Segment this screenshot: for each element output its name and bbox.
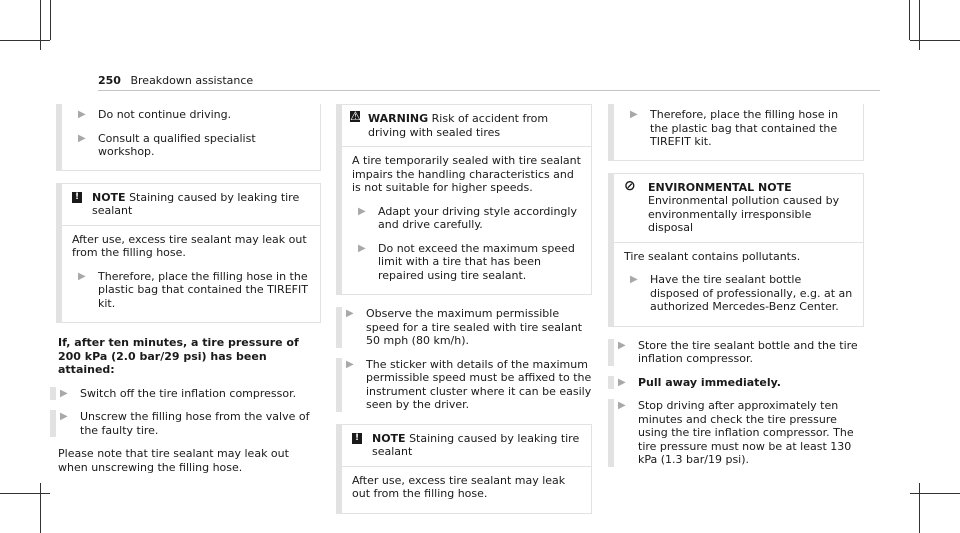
exclamation-icon: ! [352,433,362,444]
arrow-icon: ▶ [618,376,626,388]
list-item: ▶ Store the tire sealant bottle and the tire inflation compressor. [608,339,864,366]
note-header [342,425,591,467]
arrow-icon: ▶ [618,339,626,351]
arrow-icon: ▶ [618,400,626,411]
arrow-icon: ▶ [60,387,68,399]
list-item: ▶ Pull away immediately. [608,376,864,390]
note-label: NOTE [372,431,406,445]
list-item: ▶ Unscrew the filling hose from the valve of the faulty tire. [50,410,321,437]
note-title: Staining caused by leaking tire sealant [92,190,300,217]
crop-mark [919,0,920,50]
condition-heading: If, after ten minutes, a tire pressure of 200 kPa (2.0 bar/29 psi) has been attained: [58,336,299,376]
page-number: 250 [98,74,121,87]
note-title: Environmental pollution caused by environmentally irresponsible disposal [648,194,840,234]
list-item: ▶ Consult a qualified specialist workshop. [78,131,256,158]
note-body: Tire sealant contains pollutants. ▶ Have the tire sealant bottle disposed of professionally, e.g. at an authorized Mercedes-Benz Center. [624,249,853,313]
list-item: ▶ The sticker with details of the maximum permissible speed must be affixed to the instrument cluster where it can be easily seen by the driver. [336,358,592,412]
environmental-note-box [608,173,864,327]
note-label: NOTE [92,190,126,204]
warning-header [342,105,591,147]
list-item: ▶ Adapt your driving style accordingly and drive carefully. [358,204,577,231]
arrow-icon: ▶ [346,308,354,319]
arrow-icon: ▶ [78,270,86,282]
crop-mark [910,40,960,41]
exclamation-icon: ! [72,192,82,203]
crop-mark [40,483,41,533]
crop-mark [910,493,960,494]
list-item: ▶ Observe the maximum permissible speed for a tire sealed with tire sealant 50 mph (80 km/h). [336,307,592,348]
crop-mark [0,493,50,494]
section-title: Breakdown assistance [130,74,254,87]
crop-mark [909,0,910,40]
warning-body: A tire temporarily sealed with tire sealant impairs the handling characteristics and is not suitable for higher speeds. ▶ Adapt your driving style accordingly and drive carefully. ▶ Do not exceed the maximum speed limit with a tire that has been repaired using tire sealant. [352,154,581,282]
warning-triangle-icon: ⚠ [350,109,361,123]
header-rule [98,90,880,91]
crop-mark [40,0,41,50]
paragraph: Please note that tire sealant may leak out when unscrewing the filling hose. [58,447,289,474]
note-box [336,424,592,514]
note-title: Staining caused by leaking tire sealant [372,431,580,458]
column-1 [56,104,321,484]
list-item: ▶ Do not continue driving. [78,108,232,121]
note-body: After use, excess tire sealant may leak out from the filling hose. ▶ Therefore, place the filling hose in the plastic bag that contained the TIREFIT kit. [62,226,320,323]
crop-mark [50,0,51,40]
environment-icon: ⊘ [624,177,636,194]
list-item: ▶ Do not exceed the maximum speed limit with a tire that has been repaired using tire sealant. [358,241,575,282]
instruction-box [56,104,321,171]
arrow-icon: ▶ [358,205,366,217]
arrow-icon: ▶ [78,132,86,144]
list-item: ▶ Therefore, place the filling hose in the plastic bag that contained the TIREFIT kit. [630,108,839,148]
warning-label: WARNING [368,112,429,125]
crop-mark [919,483,920,533]
arrow-icon: ▶ [630,274,638,285]
warning-box [336,104,592,295]
arrow-icon: ▶ [358,242,366,254]
crop-mark [0,40,50,41]
column-2 [336,104,592,514]
page-header [98,74,253,87]
arrow-icon: ▶ [346,358,354,370]
note-label: ENVIRONMENTAL NOTE [648,180,792,194]
list-item: ▶ Switch off the tire inflation compressor. [50,387,321,401]
arrow-icon: ▶ [60,411,68,422]
environmental-note-header [614,174,863,243]
note-header [62,184,320,226]
note-body: After use, excess tire sealant may leak out from the filling hose. [352,473,566,500]
list-item: ▶ Have the tire sealant bottle disposed of professionally, e.g. at an authorized Mercedes-Benz Center. [630,273,853,313]
note-box [56,183,321,324]
instruction-box [608,104,864,161]
list-item: ▶ Therefore, place the filling hose in the plastic bag that contained the TIREFIT kit. [78,269,308,310]
arrow-icon: ▶ [630,109,638,120]
warning-title: Risk of accident from driving with sealed tires [368,112,549,139]
arrow-icon: ▶ [78,109,86,120]
column-3 [608,104,864,477]
list-item: ▶ Stop driving after approximately ten minutes and check the tire pressure using the tire inflation compressor. The tire pressure must now be at least 130 kPa (1.3 bar/19 psi). [608,399,864,467]
